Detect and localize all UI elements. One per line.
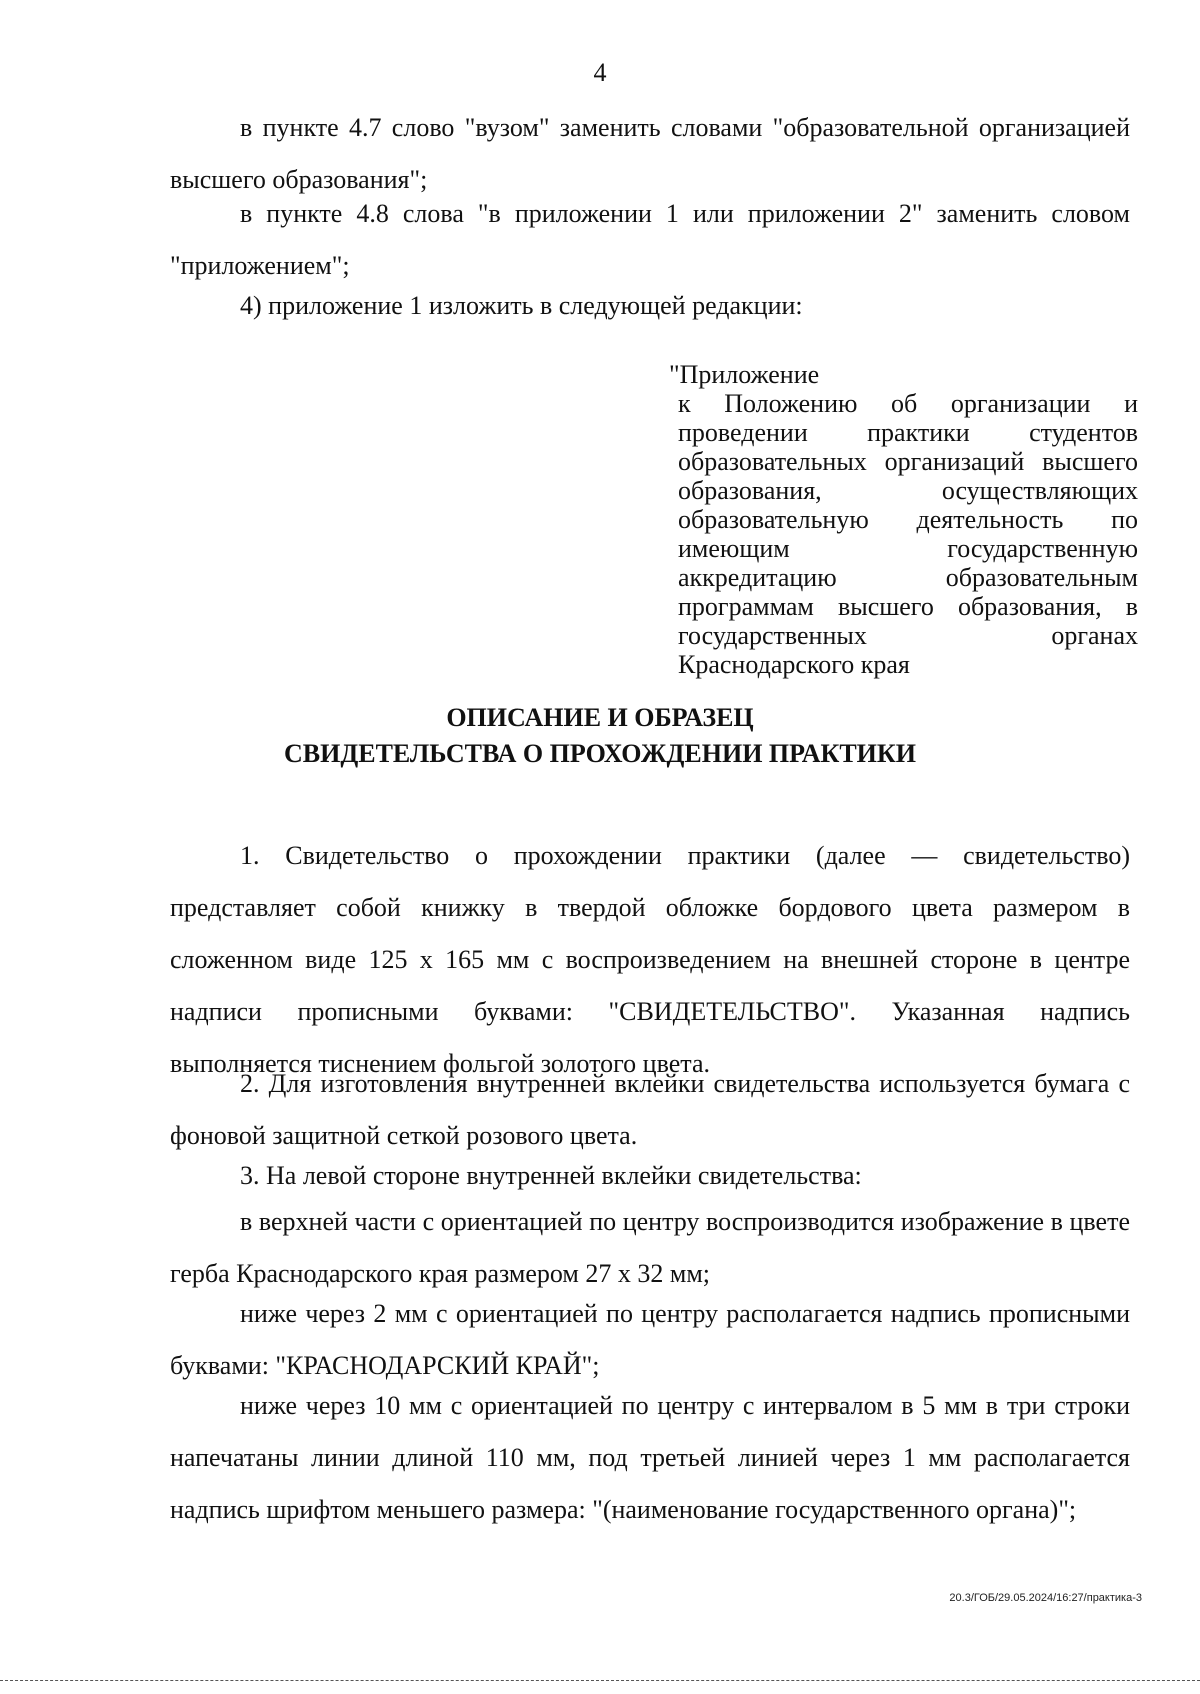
heading-line-2: СВИДЕТЕЛЬСТВА О ПРОХОЖДЕНИИ ПРАКТИКИ xyxy=(284,739,916,768)
paragraph-3-below-2mm: ниже через 2 мм с ориентацией по центру располагается надпись прописными буквами: "КРАСНОДАРСКИЙ КРАЙ"; xyxy=(170,1299,1130,1380)
paragraph-clause-4-7: в пункте 4.7 слово "вузом" заменить словами "образовательной организацией высшего образования"; xyxy=(170,113,1130,194)
footer-code: 20.3/ГОБ/29.05.2024/16:27/практика-3 xyxy=(949,1592,1142,1604)
appendix-title: "Приложение xyxy=(669,360,820,389)
paragraph-1: 1. Свидетельство о прохождении практики (далее — свидетельство) представляет собой книжку в твердой обложке бордового цвета размером в сложенном виде 125 х 165 мм с воспроизведением на внешней стороне в центре надписи прописными буквами: "СВИДЕТЕЛЬСТВО". Указанная надпись выполняется тиснением фольгой золотого цвета. xyxy=(170,841,1130,1078)
paragraph-2: 2. Для изготовления внутренней вклейки свидетельства используется бумага с фоновой защитной сеткой розового цвета. xyxy=(170,1069,1130,1150)
paragraph-3-top-part: в верхней части с ориентацией по центру воспроизводится изображение в цвете герба Краснодарского края размером 27 х 32 мм; xyxy=(170,1207,1130,1288)
paragraph-3: 3. На левой стороне внутренней вклейки свидетельства: xyxy=(240,1161,862,1190)
page-number: 4 xyxy=(593,58,607,87)
appendix-body: к Положению об организации и проведении практики студентов образовательных организаций высшего образования, осуществляющих образовательную деятельность по имеющим государственную аккредитацию образовательным программам высшего образования, в государственных органах Краснодарского края xyxy=(678,389,1138,679)
section-heading xyxy=(0,700,1200,772)
paragraph-clause-4-8: в пункте 4.8 слова "в приложении 1 или приложении 2" заменить словом "приложением"; xyxy=(170,199,1130,280)
paragraph-3-below-10mm: ниже через 10 мм с ориентацией по центру с интервалом в 5 мм в три строки напечатаны линии длиной 110 мм, под третьей линией через 1 мм располагается надпись шрифтом меньшего размера: "(наименование государственного органа)"; xyxy=(170,1391,1130,1524)
heading-line-1: ОПИСАНИЕ И ОБРАЗЕЦ xyxy=(446,703,754,732)
paragraph-item-4: 4) приложение 1 изложить в следующей редакции: xyxy=(240,291,803,320)
appendix-block xyxy=(669,360,1138,679)
scan-edge-rule xyxy=(0,1680,1200,1681)
